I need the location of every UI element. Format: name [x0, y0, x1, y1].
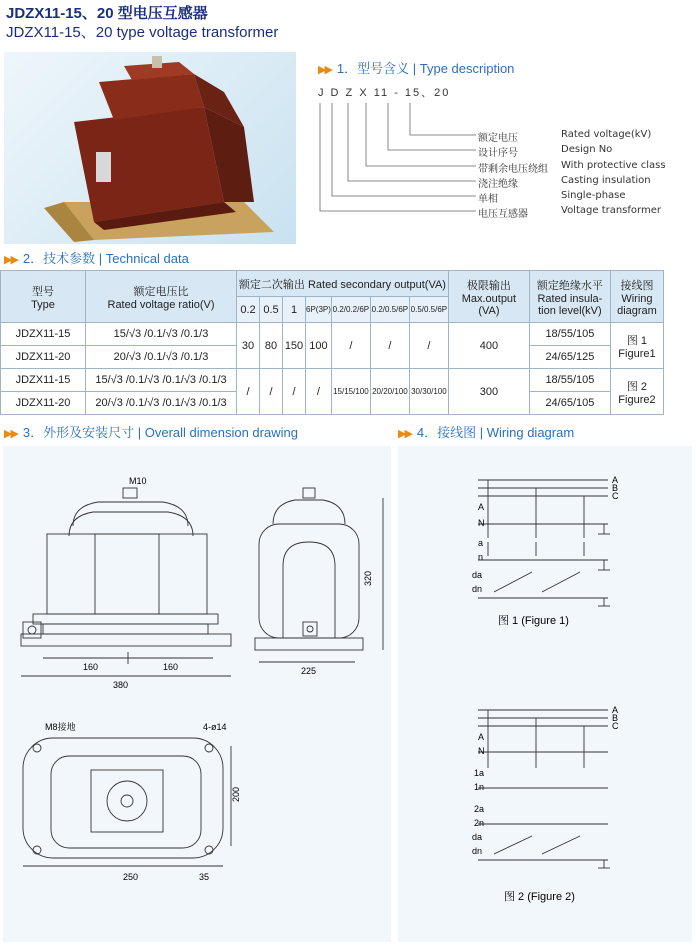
cell-out: 15/15/100 [331, 369, 370, 415]
th-type: 型号 Type [1, 271, 86, 323]
technical-data-table [0, 270, 664, 415]
th-output: 额定二次输出 Rated secondary output(VA) [237, 271, 449, 297]
label-m8: M8接地 [45, 722, 76, 732]
terminal-label: da [472, 570, 483, 580]
legend-cn-3: 浇注绝缘 [478, 179, 518, 190]
model-string: J D Z X 11 - 15、20 [318, 87, 451, 99]
terminal-label: dn [472, 584, 483, 594]
arrow-icon: ▶▶ [318, 64, 331, 76]
page-title-cn: JDZX11-15、20 型电压互感器 [6, 5, 208, 22]
cell-out: / [409, 323, 448, 369]
label-200: 200 [231, 786, 241, 802]
label-35: 35 [199, 872, 210, 882]
cell-out: 150 [283, 323, 306, 369]
legend-cn-4: 单相 [478, 194, 498, 205]
label-380: 380 [113, 680, 129, 690]
terminal-label: 2n [474, 818, 485, 828]
terminal-label: n [478, 552, 484, 562]
arrow-icon: ▶▶ [4, 428, 17, 440]
legend-cn-5: 电压互感器 [478, 209, 528, 220]
dimension-drawing-panel [3, 446, 391, 942]
cell-ratio: 20/√3 /0.1/√3 /0.1/√3 /0.1/3 [86, 392, 237, 415]
bus-b-label: B [612, 483, 619, 493]
cell-insulation: 24/65/125 [529, 346, 610, 369]
cell-type: JDZX11-20 [1, 346, 86, 369]
legend-cn-2: 带剩余电压绕组 [478, 164, 548, 175]
th-sub-1: 0.5 [260, 297, 283, 323]
terminal-label: 1n [474, 782, 485, 792]
terminal-label: N [478, 746, 485, 756]
label-holes: 4-ø14 [203, 722, 227, 732]
table-row [1, 369, 664, 392]
th-sub-2: 1 [283, 297, 306, 323]
cell-out: / [370, 323, 409, 369]
section-type-description-heading: ▶▶ 1．型号含义 | Type description [318, 61, 515, 76]
terminal-label: A [478, 732, 485, 742]
terminal-label: dn [472, 846, 483, 856]
product-photo [4, 52, 296, 244]
cell-insulation: 18/55/105 [529, 369, 610, 392]
terminal-label: N [478, 518, 485, 528]
label-320: 320 [363, 570, 373, 586]
legend-en-4: Single-phase [561, 190, 626, 201]
terminal-label: 1a [474, 768, 485, 778]
section-dimension-heading: ▶▶ 3．外形及安装尺寸 | Overall dimension drawing [4, 425, 298, 440]
terminal-label: a [478, 538, 484, 548]
cell-out: 80 [260, 323, 283, 369]
cell-limit: 300 [448, 369, 529, 415]
cell-out: 20/20/100 [370, 369, 409, 415]
cell-out: / [331, 323, 370, 369]
terminal-label: da [472, 832, 483, 842]
legend-en-1: Design No [561, 144, 613, 155]
dimension-drawing [3, 446, 391, 942]
cell-type: JDZX11-15 [1, 323, 86, 346]
label-160a: 160 [83, 662, 99, 672]
cell-out: / [260, 369, 283, 415]
cell-type: JDZX11-15 [1, 369, 86, 392]
th-sub-4: 0.2/0.2/6P [331, 297, 370, 323]
section-technical-data-heading: ▶▶ 2．技术参数 | Technical data [4, 251, 189, 266]
label-225: 225 [301, 666, 317, 676]
cell-insulation: 18/55/105 [529, 323, 610, 346]
th-wiring: 接线图 Wiring diagram [610, 271, 663, 323]
model-legend-leaders [318, 98, 478, 218]
cell-insulation: 24/65/105 [529, 392, 610, 415]
legend-en-2: With protective class [561, 160, 666, 171]
bus-c-label: C [612, 491, 619, 501]
label-m10: M10 [129, 476, 147, 486]
th-limit: 极限输出 Max.output (VA) [448, 271, 529, 323]
terminal-label: A [478, 502, 485, 512]
figure1-caption: 图 1 (Figure 1) [498, 615, 569, 627]
section-wiring-heading: ▶▶ 4．接线图 | Wiring diagram [398, 425, 575, 440]
cell-out: 30/30/100 [409, 369, 448, 415]
bus-a-label: A [612, 705, 619, 715]
th-ratio: 额定电压比 Rated voltage ratio(V) [86, 271, 237, 323]
cell-diagram: 图 2 Figure2 [610, 369, 663, 415]
cell-out: 30 [237, 323, 260, 369]
legend-cn-0: 额定电压 [478, 133, 518, 144]
wiring-diagram [398, 446, 692, 942]
bus-a-label: A [612, 475, 619, 485]
terminal-label: 2a [474, 804, 485, 814]
legend-en-3: Casting insulation [561, 175, 651, 186]
cell-out: / [283, 369, 306, 415]
bus-b-label: B [612, 713, 619, 723]
wiring-diagram-panel [398, 446, 692, 942]
cell-diagram: 图 1 Figure1 [610, 323, 663, 369]
th-insulation: 额定绝缘水平 Rated insula- tion level(kV) [529, 271, 610, 323]
figure2-caption: 图 2 (Figure 2) [504, 891, 575, 903]
page-title-en: JDZX11-15、20 type voltage transformer [6, 24, 279, 41]
table-row [1, 323, 664, 346]
cell-limit: 400 [448, 323, 529, 369]
label-160b: 160 [163, 662, 179, 672]
label-250: 250 [123, 872, 139, 882]
th-sub-5: 0.2/0.5/6P [370, 297, 409, 323]
cell-out: / [237, 369, 260, 415]
arrow-icon: ▶▶ [4, 254, 17, 266]
legend-en-0: Rated voltage(kV) [561, 129, 652, 140]
bus-c-label: C [612, 721, 619, 731]
cell-ratio: 20/√3 /0.1/√3 /0.1/3 [86, 346, 237, 369]
cell-out: 100 [306, 323, 332, 369]
cell-ratio: 15/√3 /0.1/√3 /0.1/3 [86, 323, 237, 346]
arrow-icon: ▶▶ [398, 428, 411, 440]
th-sub-3: 6P(3P) [306, 297, 332, 323]
cell-ratio: 15/√3 /0.1/√3 /0.1/√3 /0.1/3 [86, 369, 237, 392]
transformer-illustration [4, 52, 296, 244]
legend-cn-1: 设计序号 [478, 148, 518, 159]
cell-out: / [306, 369, 332, 415]
th-sub-0: 0.2 [237, 297, 260, 323]
th-sub-6: 0.5/0.5/6P [409, 297, 448, 323]
legend-en-5: Voltage transformer [561, 205, 661, 216]
cell-type: JDZX11-20 [1, 392, 86, 415]
